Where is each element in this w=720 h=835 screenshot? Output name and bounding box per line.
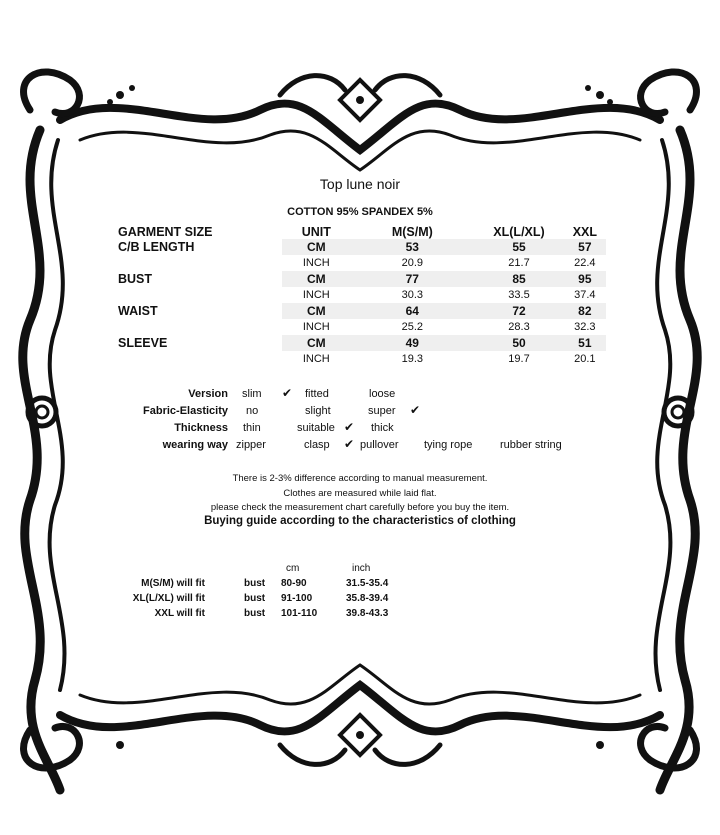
- size-chart-table: [118, 224, 606, 367]
- fit-label: XL(L/XL) will fit: [132, 593, 205, 604]
- value-cell: 55: [474, 239, 563, 255]
- unit-cell: INCH: [302, 321, 330, 333]
- value-cell: 82: [564, 303, 606, 319]
- value-cell: 77: [350, 271, 474, 287]
- value-cell: 22.4: [574, 257, 596, 269]
- attr-option: tying rope: [424, 439, 473, 451]
- table-row: [118, 271, 606, 287]
- note-line: Clothes are measured while laid flat.: [283, 488, 437, 499]
- value-cell: 53: [350, 239, 474, 255]
- unit-cell: CM: [282, 303, 350, 319]
- check-icon: ✔: [282, 386, 293, 400]
- attr-option: loose: [369, 388, 396, 400]
- value-cell: 19.3: [401, 353, 423, 365]
- attr-option: no: [246, 405, 259, 417]
- fit-cm: 91-100: [281, 593, 313, 604]
- attr-option: rubber string: [500, 439, 562, 451]
- check-icon: ✔: [344, 420, 355, 434]
- note-line: please check the measurement chart carefully before you buy the item.: [210, 502, 510, 513]
- value-cell: 32.3: [574, 321, 596, 333]
- value-cell: 72: [474, 303, 563, 319]
- value-cell: 37.4: [574, 289, 596, 301]
- table-row: [118, 319, 606, 335]
- attr-label-version: Version: [188, 388, 228, 400]
- value-cell: 49: [350, 335, 474, 351]
- fit-label: M(S/M) will fit: [141, 578, 205, 589]
- row-label: BUST: [118, 272, 153, 286]
- fit-part: bust: [244, 578, 266, 589]
- buying-guide-heading: Buying guide according to the characteristics of clothing: [204, 515, 516, 527]
- attr-option: thin: [243, 422, 261, 434]
- fit-col-inch: inch: [352, 563, 371, 574]
- header-size-xxl: XXL: [572, 224, 597, 239]
- value-cell: 19.7: [508, 353, 530, 365]
- note-line: There is 2-3% difference according to manual measurement.: [232, 473, 488, 484]
- value-cell: 33.5: [508, 289, 530, 301]
- unit-cell: CM: [282, 335, 350, 351]
- value-cell: 20.9: [401, 257, 423, 269]
- fit-col-cm: cm: [286, 563, 300, 574]
- value-cell: 64: [350, 303, 474, 319]
- attr-label-thickness: Thickness: [174, 422, 228, 434]
- attr-label-wearing: wearing way: [162, 439, 228, 451]
- table-row: [118, 287, 606, 303]
- value-cell: 28.3: [508, 321, 530, 333]
- fit-part: bust: [244, 593, 266, 604]
- value-cell: 85: [474, 271, 563, 287]
- fit-cm: 101-110: [281, 608, 318, 619]
- header-size-xl: XL(L/XL): [493, 224, 545, 239]
- header-garment-size: GARMENT SIZE: [118, 224, 213, 239]
- unit-cell: INCH: [302, 353, 330, 365]
- attr-option: zipper: [236, 439, 266, 451]
- value-cell: 20.1: [574, 353, 596, 365]
- check-icon: ✔: [344, 437, 355, 451]
- fit-part: bust: [244, 608, 266, 619]
- fit-inch: 31.5-35.4: [346, 578, 389, 589]
- value-cell: 51: [564, 335, 606, 351]
- value-cell: 95: [564, 271, 606, 287]
- attr-option: fitted: [305, 388, 329, 400]
- table-row: [118, 239, 606, 255]
- row-label: SLEEVE: [118, 336, 168, 350]
- fit-inch: 39.8-43.3: [346, 608, 389, 619]
- attr-option: super: [368, 405, 396, 417]
- unit-cell: CM: [282, 239, 350, 255]
- material-composition: COTTON 95% SPANDEX 5%: [287, 206, 433, 218]
- size-chart-header: [118, 224, 606, 239]
- value-cell: 21.7: [508, 257, 530, 269]
- header-unit: UNIT: [301, 224, 331, 239]
- attr-label-elasticity: Fabric-Elasticity: [143, 405, 228, 417]
- product-title: Top lune noir: [319, 176, 401, 192]
- unit-cell: INCH: [302, 289, 330, 301]
- table-row: [118, 335, 606, 351]
- attr-option: slim: [242, 388, 262, 400]
- header-size-m: M(S/M): [391, 224, 433, 239]
- attr-option: suitable: [297, 422, 335, 434]
- row-label: C/B LENGTH: [118, 240, 195, 254]
- check-icon: ✔: [410, 403, 421, 417]
- table-row: [118, 303, 606, 319]
- value-cell: 25.2: [401, 321, 423, 333]
- table-row: [118, 351, 606, 367]
- value-cell: 57: [564, 239, 606, 255]
- value-cell: 50: [474, 335, 563, 351]
- unit-cell: INCH: [302, 257, 330, 269]
- attr-option: clasp: [304, 439, 330, 451]
- fit-label: XXL will fit: [154, 608, 205, 619]
- fit-cm: 80-90: [281, 578, 307, 589]
- table-row: [118, 255, 606, 271]
- unit-cell: CM: [282, 271, 350, 287]
- row-label: WAIST: [118, 304, 158, 318]
- attr-option: slight: [305, 405, 331, 417]
- value-cell: 30.3: [401, 289, 423, 301]
- attr-option: pullover: [360, 439, 399, 451]
- attr-option: thick: [371, 422, 394, 434]
- fit-inch: 35.8-39.4: [346, 593, 389, 604]
